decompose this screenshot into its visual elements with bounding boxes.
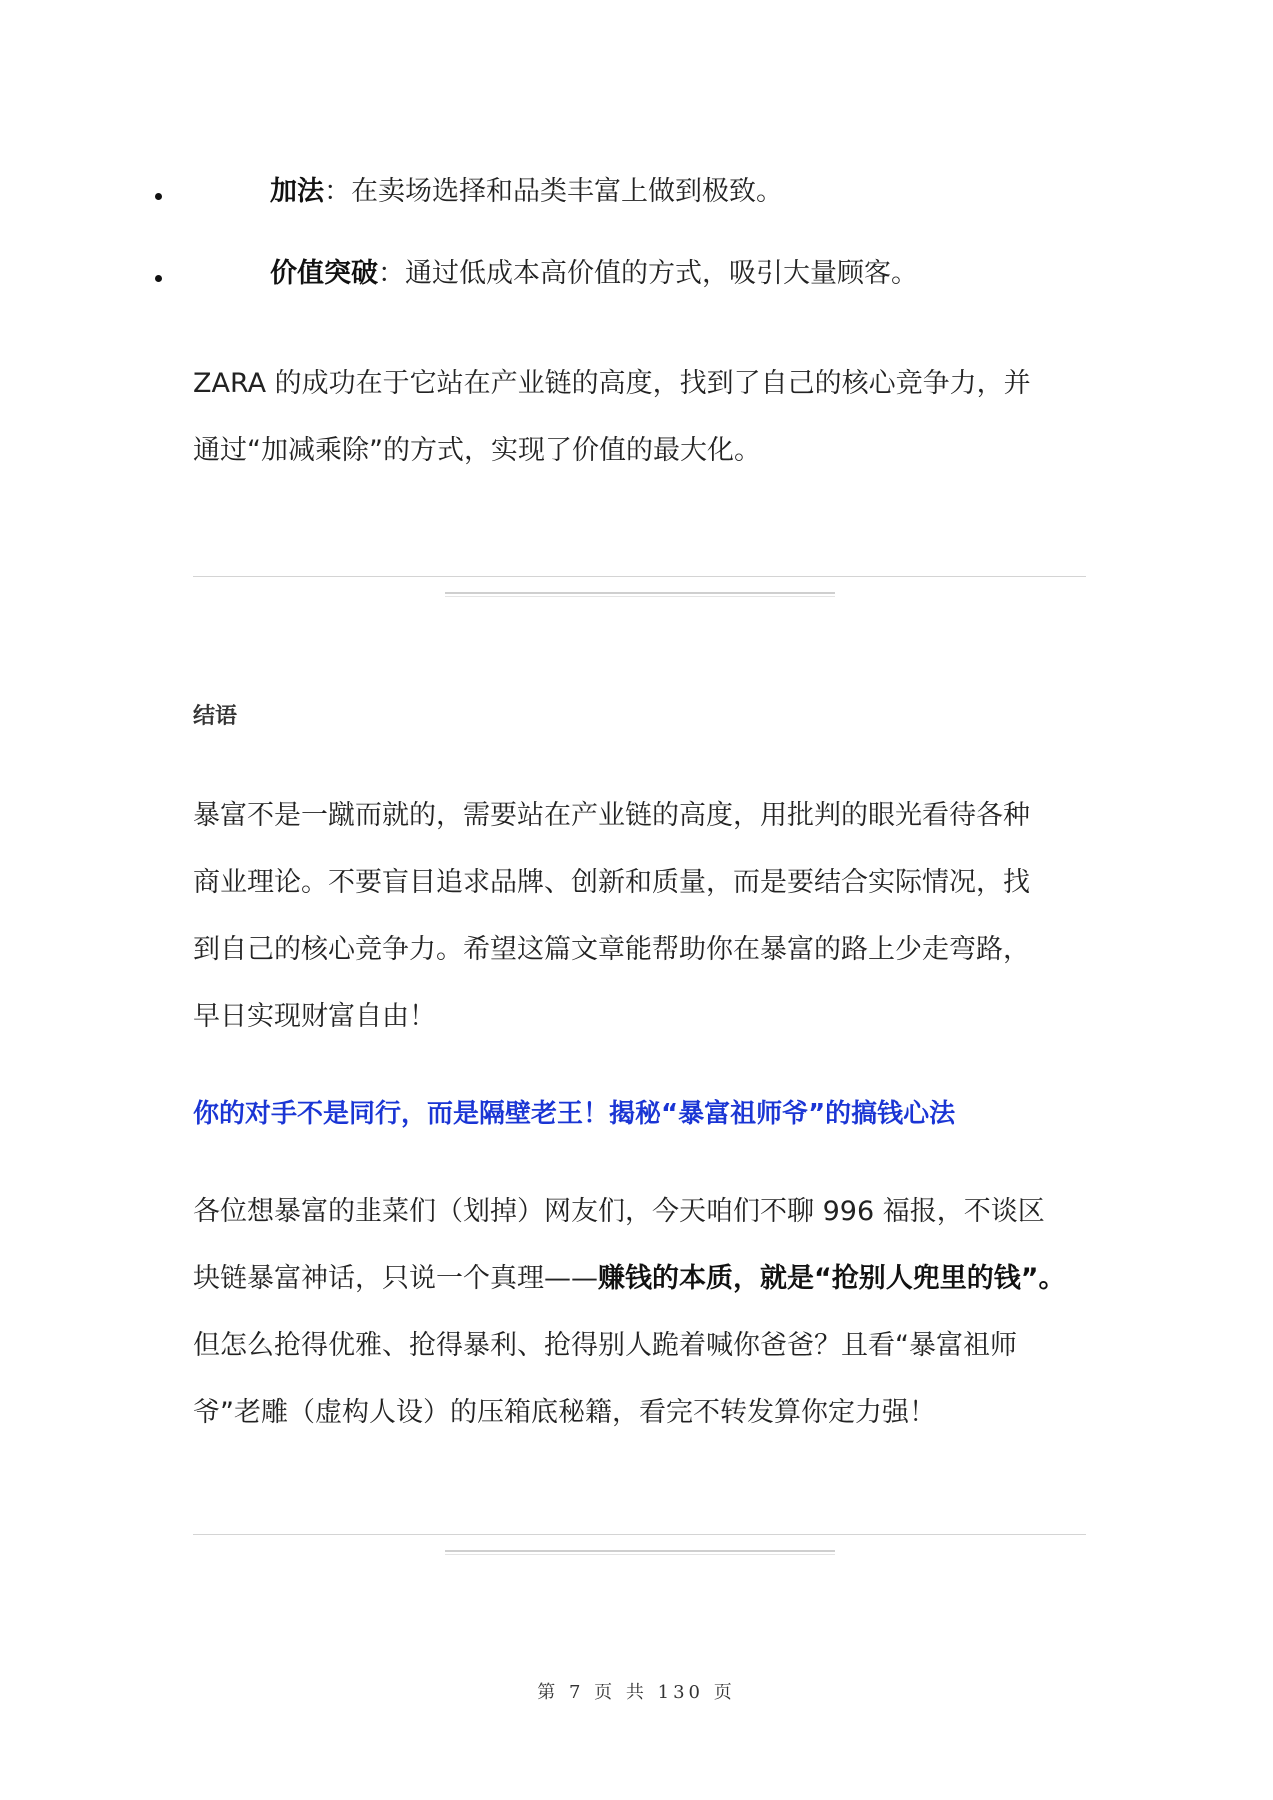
section-heading: 结语	[193, 704, 238, 729]
bullet-text	[270, 172, 783, 212]
bullet-term: 加法	[270, 176, 324, 207]
zara-paragraph	[193, 350, 1093, 484]
bullet-description: ：通过低成本高价值的方式，吸引大量顾客。	[378, 258, 918, 289]
article-title: 你的对手不是同行，而是隔壁老王！揭秘“暴富祖师爷”的搞钱心法	[193, 1099, 956, 1129]
paragraph-line: 各位想暴富的韭菜们（划掉）网友们，今天咱们不聊 996 福报，不谈区	[193, 1196, 1045, 1227]
divider-line	[193, 1534, 1086, 1535]
paragraph-line: 商业理论。不要盲目追求品牌、创新和质量，而是要结合实际情况，找	[193, 867, 1030, 898]
bullet-term: 价值突破	[270, 258, 378, 289]
divider-line	[193, 576, 1086, 577]
paragraph-line: 到自己的核心竞争力。希望这篇文章能帮助你在暴富的路上少走弯路，	[193, 934, 1030, 965]
paragraph-line: 暴富不是一蹴而就的，需要站在产业链的高度，用批判的眼光看待各种	[193, 800, 1030, 831]
bullet-dot-icon	[155, 275, 162, 282]
paragraph-line: 早日实现财富自由！	[193, 1001, 436, 1032]
bullet-text	[270, 254, 918, 294]
paragraph-text: 块链暴富神话，只说一个真理——	[193, 1263, 598, 1294]
paragraph-line: ZARA 的成功在于它站在产业链的高度，找到了自己的核心竞争力，并	[193, 368, 1031, 399]
paragraph-line	[193, 1245, 1093, 1312]
paragraph-line: 但怎么抢得优雅、抢得暴利、抢得别人跪着喊你爸爸？且看“暴富祖师	[193, 1330, 1017, 1361]
bullet-dot-icon	[155, 193, 162, 200]
page-number-footer: 第 7 页 共 130 页	[537, 1682, 736, 1703]
conclusion-paragraph	[193, 782, 1093, 1050]
paragraph-line: 爷”老雕（虚构人设）的压箱底秘籍，看完不转发算你定力强！	[193, 1397, 936, 1428]
intro-paragraph	[193, 1178, 1093, 1446]
divider-bar	[445, 1550, 835, 1555]
divider-bar	[445, 592, 835, 597]
paragraph-line: 通过“加减乘除”的方式，实现了价值的最大化。	[193, 435, 761, 466]
emphasis-text: 赚钱的本质，就是“抢别人兜里的钱”。	[598, 1263, 1066, 1294]
bullet-description: ：在卖场选择和品类丰富上做到极致。	[324, 176, 783, 207]
